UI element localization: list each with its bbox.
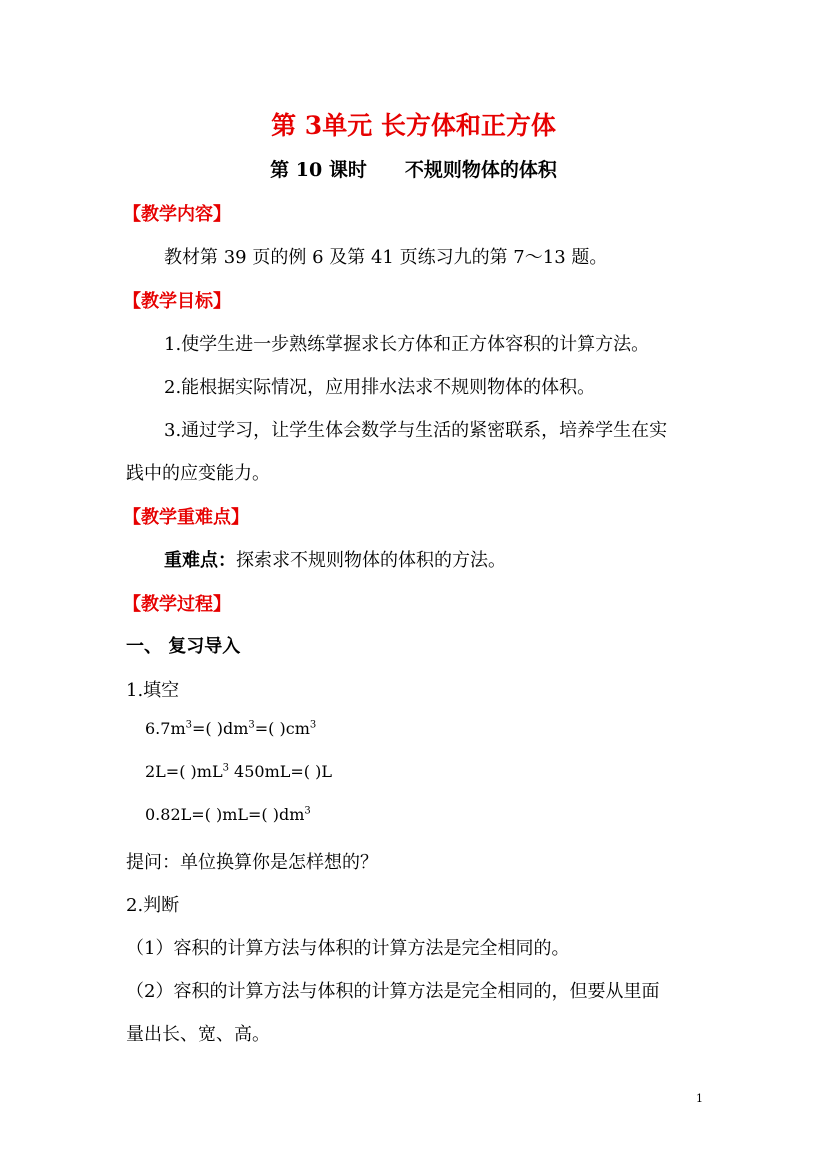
fill-2-part-a: 2L=( )mL — [145, 762, 223, 781]
key-points-text: 探索求不规则物体的体积的方法。 — [236, 550, 506, 571]
section-heading-goals: 【教学目标】 — [123, 291, 231, 312]
goal-item-3-line2: 践中的应变能力。 — [126, 463, 270, 484]
lesson-subtitle — [0, 155, 827, 182]
fill-1-sup-3: 3 — [309, 719, 317, 731]
section-heading-content: 【教学内容】 — [123, 204, 231, 225]
key-points-label: 重难点： — [164, 550, 236, 571]
goal-item-1: 1.使学生进一步熟练掌握求长方体和正方体容积的计算方法。 — [164, 334, 650, 355]
judge-item-2-line1: （2）容积的计算方法与体积的计算方法是完全相同的，但要从里面 — [126, 981, 660, 1002]
fill-1-sup-1: 3 — [185, 719, 192, 731]
fill-2-sup: 3 — [222, 762, 229, 774]
fill-blank-line-2 — [145, 762, 332, 781]
fill-2-part-b: 450mL=( )L — [228, 762, 332, 781]
page-title: 第 3单元 长方体和正方体 — [271, 111, 556, 140]
judge-item-1: （1）容积的计算方法与体积的计算方法是完全相同的。 — [126, 938, 570, 959]
fill-1-sup-2: 3 — [248, 719, 255, 731]
lesson-number: 第 10 课时 — [270, 159, 367, 181]
judge-item-2-line2: 量出长、宽、高。 — [126, 1024, 270, 1045]
key-points-line — [164, 546, 506, 572]
section-heading-process: 【教学过程】 — [123, 594, 231, 615]
fill-blank-line-3 — [145, 805, 311, 824]
lesson-topic: 不规则物体的体积 — [404, 159, 557, 181]
part-one-heading: 一、 复习导入 — [126, 636, 241, 657]
fill-blank-heading: 1.填空 — [126, 680, 180, 701]
goal-item-3-line1: 3.通过学习，让学生体会数学与生活的紧密联系，培养学生在实 — [164, 420, 668, 441]
content-text: 教材第 39 页的例 6 及第 41 页练习九的第 7～13 题。 — [164, 247, 608, 268]
fill-blank-line-1 — [145, 719, 316, 738]
fill-1-part-b: =( )dm — [192, 719, 249, 738]
fill-3-sup: 3 — [304, 805, 311, 817]
question-line: 提问：单位换算你是怎样想的？ — [126, 852, 378, 873]
judge-heading: 2.判断 — [126, 895, 180, 916]
section-heading-key-points: 【教学重难点】 — [123, 507, 249, 528]
fill-1-part-a: 6.7m — [145, 719, 186, 738]
fill-3-part-a: 0.82L=( )mL=( )dm — [145, 805, 305, 824]
fill-1-part-c: =( )cm — [254, 719, 310, 738]
page-number: 1 — [696, 1092, 703, 1105]
goal-item-2: 2.能根据实际情况，应用排水法求不规则物体的体积。 — [164, 377, 596, 398]
